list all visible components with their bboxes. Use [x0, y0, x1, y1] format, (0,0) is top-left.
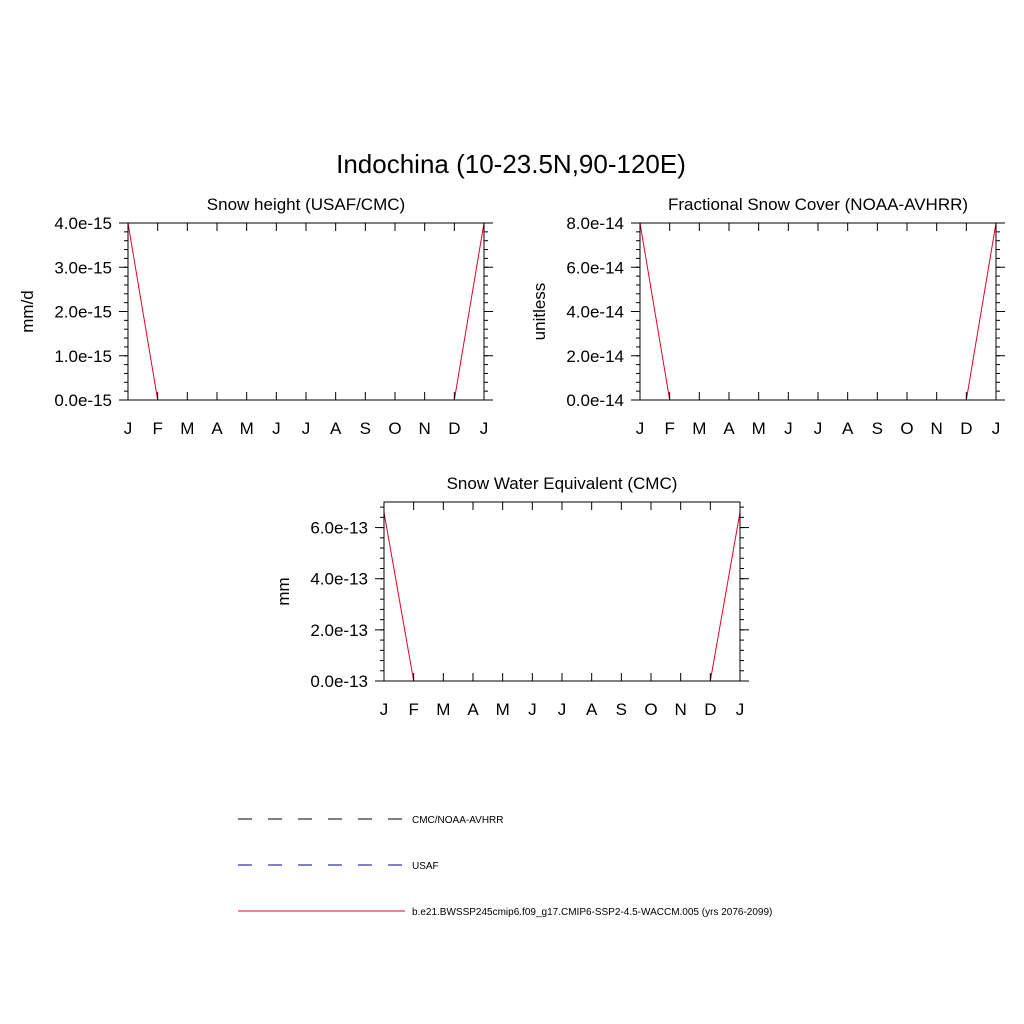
x-tick-label: M [751, 419, 766, 438]
x-tick-label: J [991, 419, 1001, 438]
y-tick-label: 1.0e-15 [54, 346, 112, 366]
x-tick-label: F [152, 419, 163, 438]
y-tick-label: 0.0e-14 [566, 391, 624, 410]
x-tick-label: S [359, 419, 372, 438]
x-tick-label: N [930, 419, 943, 438]
x-tick-label: M [239, 419, 254, 438]
plot-frame [640, 223, 996, 400]
x-tick-label: D [960, 419, 973, 438]
panel-title: Snow height (USAF/CMC) [206, 195, 406, 214]
x-tick-label: S [615, 700, 628, 719]
x-tick-label: M [436, 700, 451, 719]
plot-frame [384, 502, 740, 681]
y-tick-label: 0.0e-15 [54, 391, 112, 410]
legend-label: b.e21.BWSSP245cmip6.f09_g17.CMIP6-SSP2-4.5-WACCM.005 (yrs 2076-2099) [412, 907, 773, 918]
x-tick-label: A [841, 419, 854, 438]
series-line [640, 223, 996, 400]
x-tick-label: F [408, 700, 419, 719]
plot-frame [128, 223, 484, 400]
x-tick-label: O [388, 419, 402, 438]
legend-label: USAF [412, 861, 439, 872]
x-tick-label: N [674, 700, 687, 719]
legend-entry [238, 815, 503, 826]
x-tick-label: D [448, 419, 461, 438]
panel-1 [18, 195, 493, 438]
legend-entry [238, 861, 439, 872]
y-tick-label: 0.0e-13 [310, 672, 368, 691]
x-tick-label: J [301, 419, 311, 438]
series-line [128, 223, 484, 400]
panel-title: Snow Water Equivalent (CMC) [446, 474, 678, 493]
x-tick-label: F [664, 419, 675, 438]
x-tick-label: J [272, 419, 281, 438]
legend-label: CMC/NOAA-AVHRR [412, 815, 504, 826]
x-tick-label: A [723, 419, 735, 438]
x-tick-label: O [644, 700, 658, 719]
x-tick-label: J [635, 419, 645, 438]
y-tick-label: 6.0e-14 [566, 258, 624, 278]
x-tick-label: J [784, 419, 793, 438]
x-tick-label: J [123, 419, 133, 438]
y-axis-label: mm [274, 577, 293, 606]
x-tick-label: O [900, 419, 914, 438]
x-tick-label: N [418, 419, 431, 438]
y-tick-label: 3.0e-15 [54, 258, 112, 278]
y-axis-label: unitless [530, 282, 549, 341]
legend [238, 815, 772, 918]
y-tick-label: 6.0e-13 [310, 518, 368, 538]
x-tick-label: D [704, 700, 717, 719]
x-tick-label: S [871, 419, 884, 438]
x-tick-label: J [528, 700, 537, 719]
panel-3 [274, 474, 749, 719]
y-tick-label: 2.0e-15 [54, 302, 112, 322]
x-tick-label: J [379, 700, 389, 719]
x-tick-label: M [180, 419, 195, 438]
y-tick-label: 4.0e-13 [310, 569, 368, 589]
x-tick-label: A [467, 700, 479, 719]
y-tick-label: 8.0e-14 [566, 214, 624, 233]
x-tick-label: J [735, 700, 745, 719]
series-line [384, 512, 740, 681]
panel-title: Fractional Snow Cover (NOAA-AVHRR) [667, 195, 969, 214]
panel-2 [530, 195, 1005, 438]
x-tick-label: A [329, 419, 342, 438]
x-tick-label: M [495, 700, 510, 719]
y-axis-label: mm/d [18, 290, 37, 333]
x-tick-label: J [813, 419, 823, 438]
x-tick-label: J [479, 419, 489, 438]
x-tick-label: A [585, 700, 598, 719]
y-tick-label: 4.0e-14 [566, 302, 624, 322]
y-tick-label: 2.0e-13 [310, 620, 368, 640]
figure-title: Indochina (10-23.5N,90-120E) [336, 149, 686, 179]
x-tick-label: A [211, 419, 223, 438]
y-tick-label: 2.0e-14 [566, 346, 624, 366]
x-tick-label: J [557, 700, 567, 719]
legend-entry [238, 907, 772, 918]
y-tick-label: 4.0e-15 [54, 214, 112, 233]
x-tick-label: M [692, 419, 707, 438]
